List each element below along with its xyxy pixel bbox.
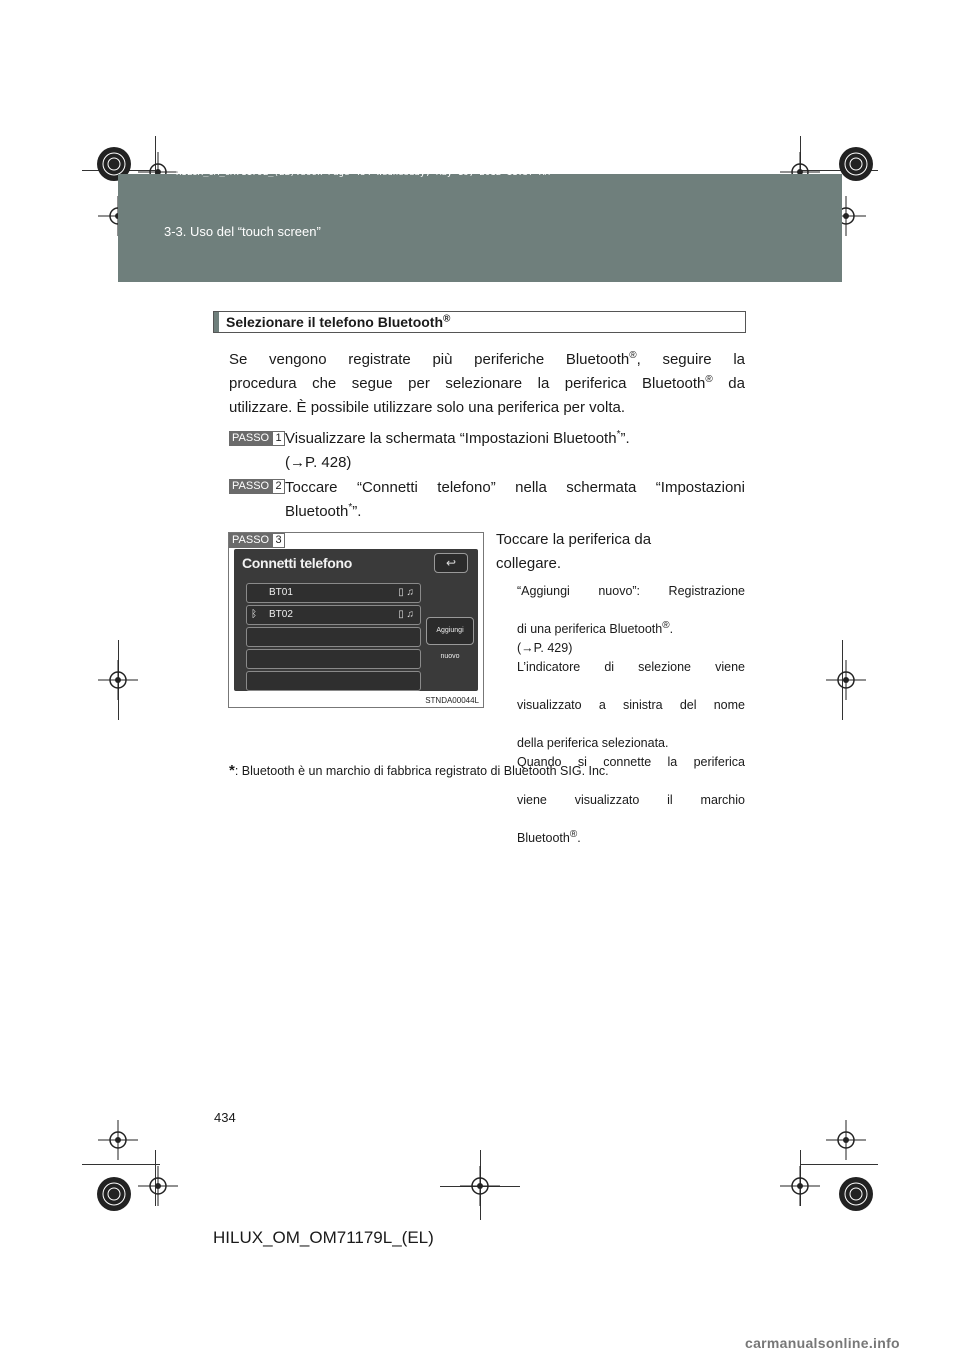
watermark[interactable]: carmanualsonline.info: [745, 1335, 900, 1351]
footnote-text: : Bluetooth è un marchio di fabbrica registrato di Bluetooth SIG. Inc.: [234, 764, 609, 778]
step-3-line-2: collegare.: [496, 555, 562, 572]
registration-target-icon: [836, 144, 876, 184]
back-button[interactable]: ↩: [434, 553, 468, 573]
crop-line: [800, 1164, 878, 1165]
device-row-empty[interactable]: [246, 627, 421, 647]
step-2-tag: PASSO 2: [229, 479, 285, 494]
device-row-bt02[interactable]: [246, 605, 421, 625]
crosshair-icon: [98, 1120, 138, 1160]
registration-target-icon: [836, 1174, 876, 1214]
page-number: 434: [214, 1110, 236, 1125]
step-1-line-1: Visualizzare la schermata “Impostazioni Bluetooth*”.: [285, 429, 630, 447]
step-3-tag: PASSO 3: [229, 533, 285, 548]
device-row-empty[interactable]: [246, 671, 421, 691]
crosshair-icon: [826, 1120, 866, 1160]
title-accent-bar: [214, 312, 219, 332]
intro-line-3: utilizzare. È possibile utilizzare solo una periferica per volta.: [229, 399, 626, 416]
registered-mark: ®: [443, 313, 451, 325]
device-row-bt01[interactable]: [246, 583, 421, 603]
device-row-empty[interactable]: [246, 649, 421, 669]
crosshair-icon: [98, 660, 138, 700]
bluetooth-indicator-icon: ᛒ: [251, 609, 257, 620]
phone-audio-icon: ▯ ♫: [398, 587, 414, 598]
crop-line: [82, 1164, 160, 1165]
screen-title: Connetti telefono: [242, 555, 352, 571]
crosshair-icon: [460, 1166, 500, 1206]
section-title: [213, 311, 746, 333]
crosshair-icon: [780, 1166, 820, 1206]
registration-target-icon: [94, 1174, 134, 1214]
crosshair-icon: [138, 1166, 178, 1206]
step-3-line-1: Toccare la periferica da: [496, 531, 652, 548]
step-1-tag: PASSO 1: [229, 431, 285, 446]
intro-line-1: Se vengono registrate più periferiche Bluetooth®, seguire la: [229, 350, 745, 368]
add-new-button[interactable]: Aggiungi nuovo: [426, 617, 474, 645]
book-meta: HILUX_OM_OM71179L_(EL).book Page 434 Wednesday, May 16, 2012 11:37 AM: [176, 168, 550, 178]
crosshair-icon: [826, 660, 866, 700]
device-name: BT02: [269, 609, 293, 620]
footnote: [229, 762, 609, 779]
step-2-line-1: Toccare “Connetti telefono” nella schermata “Impostazioni: [285, 479, 745, 496]
section-title-text: Selezionare il telefono Bluetooth: [226, 314, 444, 330]
section-label: 3-3. Uso del “touch screen”: [164, 224, 321, 239]
document-id: HILUX_OM_OM71179L_(EL): [213, 1228, 434, 1247]
intro-line-2: procedura che segue per selezionare la periferica Bluetooth® da: [229, 374, 745, 392]
footnote-star: *: [229, 762, 235, 779]
step-1-line-2: (→P. 428): [285, 454, 352, 471]
figure-code: STNDA00044L: [425, 696, 479, 705]
touch-screen-figure: [228, 532, 484, 708]
bluetooth-connect-screen: [234, 549, 478, 691]
phone-audio-icon: ▯ ♫: [398, 609, 414, 620]
device-name: BT01: [269, 587, 293, 598]
header-band: [118, 174, 842, 282]
step-2-line-2: Bluetooth*”.: [285, 502, 362, 520]
note-block: “Aggiungi nuovo”: Registrazione di una periferica Bluetooth®. (→P. 429) L’indicatore di selezione viene visualizzato a sinistra del nome della periferica selezionata. Quando si connette la periferica viene visualizzato il marchio Bluetooth®.: [517, 584, 745, 845]
